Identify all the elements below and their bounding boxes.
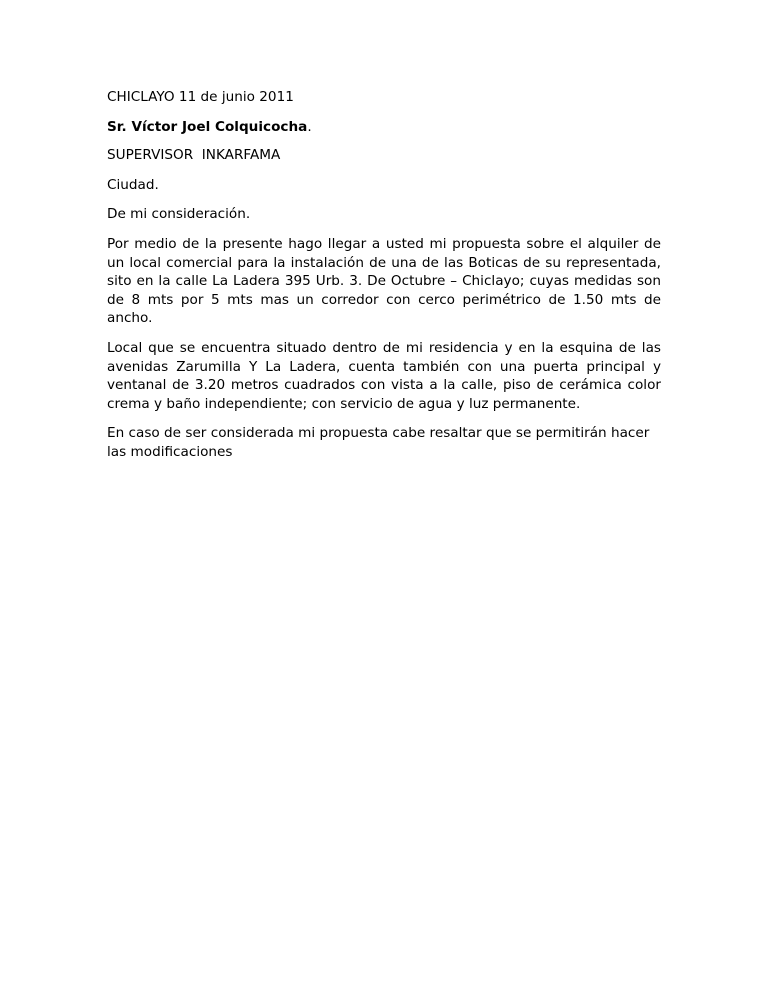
recipient-title: SUPERVISOR INKARFAMA [107,147,281,164]
recipient-name: Sr. Víctor Joel Colquicocha [107,118,308,135]
body-paragraph: Local que se encuentra situado dentro de mi residencia y en la esquina de las avenidas Zarumilla Y La Ladera, cuenta también con una puerta principal y ventanal de 3.20 metros cuadrados con vista a la calle, piso de cerámica color crema y baño independiente; con servicio de agua y luz permanente. [107,339,661,412]
recipient-city: Ciudad. [107,176,159,193]
letter-date: CHICLAYO 11 de junio 2011 [107,89,294,105]
body-paragraph: En caso de ser considerada mi propuesta cabe resaltar que se permitirán hacer las modificaciones [107,425,650,460]
salutation: De mi consideración. [107,206,251,223]
letter-body [107,88,661,473]
recipient-suffix: . [307,118,312,135]
body-paragraph: Por medio de la presente hago llegar a usted mi propuesta sobre el alquiler de un local comercial para la instalación de una de las Boticas de su representada, sito en la calle La Ladera 395 Urb. 3. De Octubre – Chiclayo; cuyas medidas son de 8 mts por 5 mts mas un corredor con cerco perimétrico de 1.50 mts de ancho. [107,235,661,327]
recipient-line [107,118,661,137]
